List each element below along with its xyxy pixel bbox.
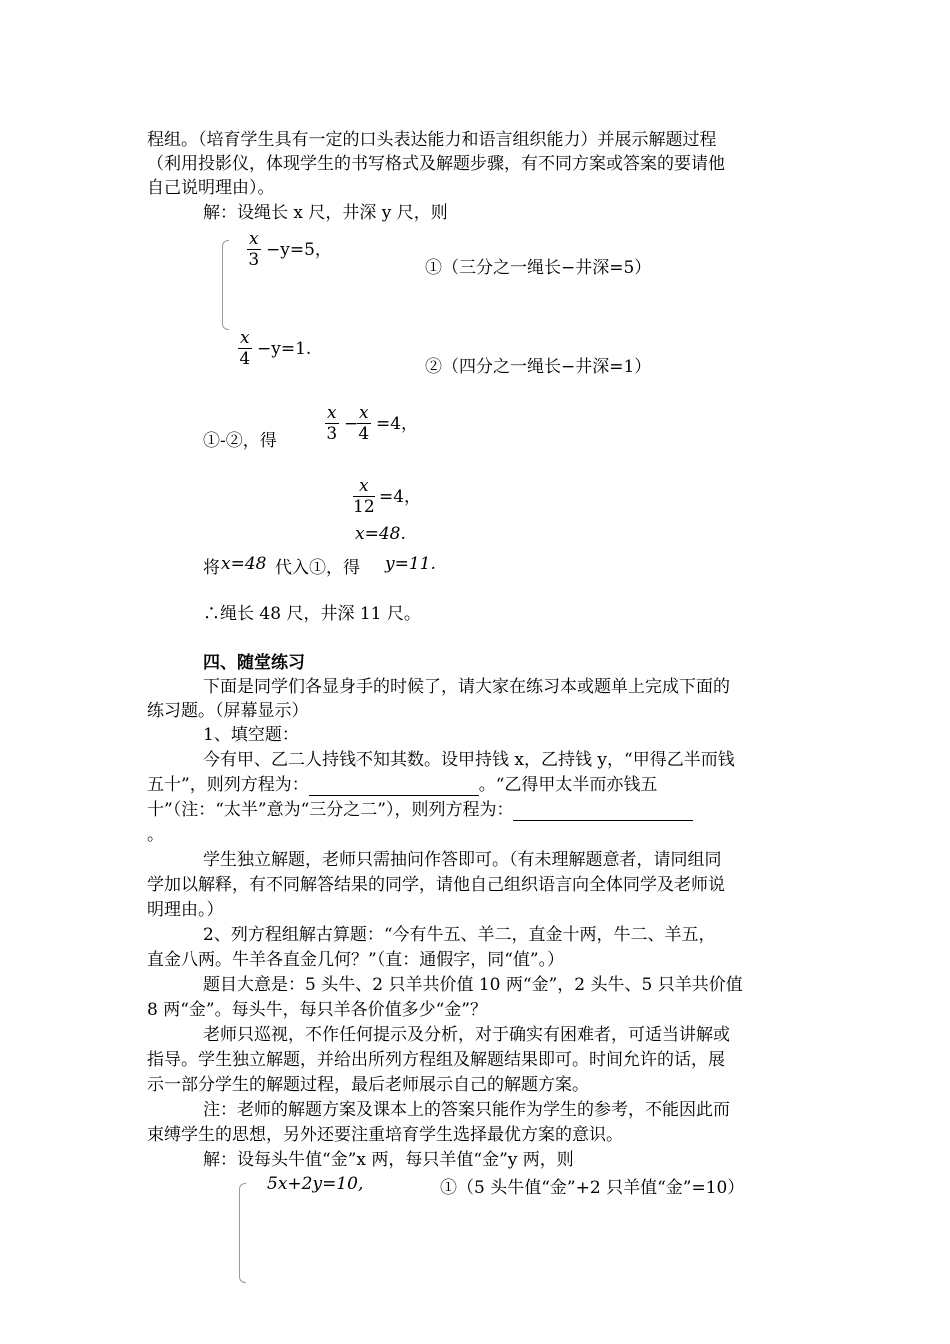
para-line: 束缚学生的思想，另外还要注重培育学生选择最优方案的意识。: [147, 1125, 623, 1145]
fraction-x-over-3: $\frac{x}{3}$: [248, 229, 260, 270]
para-line: （利用投影仪，体现学生的书写格式及解题步骤，有不同方案或答案的要请他: [147, 154, 725, 174]
question-1-line: [147, 799, 693, 821]
equation-2: −y=1.: [257, 339, 312, 359]
para-line: 下面是同学们各显身手的时候了，请大家在练习本或题单上完成下面的: [203, 677, 730, 697]
solution-intro: 解：设绳长 x 尺，井深 y 尺，则: [203, 203, 448, 223]
substitute-y: y=11.: [385, 554, 436, 574]
fraction-x-over-3: $\frac{x}{3}$: [326, 403, 338, 444]
substitute-middle: 代入①，得: [275, 558, 360, 578]
question-1-text: 。“乙得甲太半而亦钱五: [478, 775, 658, 795]
para-line: 学生独立解题，老师只需抽问作答即可。（有未理解题意者，请同组同: [203, 850, 722, 870]
minus-sign: −: [344, 414, 359, 434]
solution-2-equation-1-note: ①（5 头牛值“金”+2 只羊值“金”=10）: [440, 1178, 745, 1198]
para-line: 练习题。（屏幕显示）: [147, 701, 309, 721]
para-line: 学加以解释，有不同解答结果的同学，请他自己组织语言向全体同学及老师说: [147, 875, 725, 895]
question-1-text: 五十”，则列方程为：: [147, 775, 309, 795]
question-2-line: 8 两“金”。每头牛，每只羊各价值多少“金”？: [147, 1000, 487, 1020]
equation-4: =4，: [379, 487, 422, 507]
para-line: 自己说明理由）。: [147, 178, 275, 198]
step-label: ①-②，得: [203, 431, 277, 451]
solution-2-intro: 解：设每头牛值“金”x 两，每只羊值“金”y 两，则: [203, 1150, 574, 1170]
question-1-line: 。: [147, 825, 164, 845]
question-1-title: 1、填空题：: [203, 725, 299, 745]
question-1-line: 今有甲、乙二人持钱不知其数。设甲持钱 x，乙持钱 y，“甲得乙半而钱: [203, 750, 735, 770]
para-line: 明理由。）: [147, 900, 224, 920]
answer-blank-1[interactable]: [309, 777, 479, 796]
equation-brace: [222, 240, 229, 330]
equation-3: =4，: [376, 414, 419, 434]
para-line: 注：老师的解题方案及课本上的答案只能作为学生的参考，不能因此而: [203, 1100, 730, 1120]
fraction-x-over-12: $\frac{x}{12}$: [353, 476, 375, 517]
equation-5: x=48.: [355, 524, 406, 544]
question-2-line: 直金八两。牛羊各直金几何？”（直：通假字，同“值”。）: [147, 950, 565, 970]
equation-1-note: ①（三分之一绳长−井深=5）: [425, 258, 652, 278]
answer-blank-2[interactable]: [513, 802, 693, 821]
equation-brace: [239, 1183, 246, 1283]
question-1-line: [147, 774, 657, 796]
para-line: 指导。学生独立解题，并给出所列方程组及解题结果即可。时间允许的话，展: [147, 1050, 725, 1070]
question-2-line: 2、列方程组解古算题：“今有牛五、羊二，直金十两，牛二、羊五，: [203, 925, 716, 945]
conclusion: ∴绳长 48 尺，井深 11 尺。: [203, 604, 421, 624]
equation-1: −y=5，: [266, 240, 332, 260]
substitute-x: x=48: [221, 554, 267, 574]
para-line: 程组。（培育学生具有一定的口头表达能力和语言组织能力）并展示解题过程: [147, 130, 717, 150]
fraction-x-over-4: $\frac{x}{4}$: [358, 403, 370, 444]
equation-2-note: ②（四分之一绳长−井深=1）: [425, 357, 652, 377]
solution-2-equation-1: 5x+2y=10,: [267, 1174, 364, 1194]
section-heading: 四、随堂练习: [203, 653, 305, 673]
substitute-prefix: 将: [203, 558, 220, 578]
question-2-line: 题目大意是：5 头牛、2 只羊共价值 10 两“金”，2 头牛、5 只羊共价值: [203, 975, 743, 995]
para-line: 老师只巡视，不作任何提示及分析，对于确实有困难者，可适当讲解或: [203, 1025, 730, 1045]
fraction-x-over-4: $\frac{x}{4}$: [239, 328, 251, 369]
para-line: 示一部分学生的解题过程，最后老师展示自己的解题方案。: [147, 1075, 589, 1095]
question-1-text: 十”（注：“太半”意为“三分之二”），则列方程为：: [147, 800, 514, 820]
